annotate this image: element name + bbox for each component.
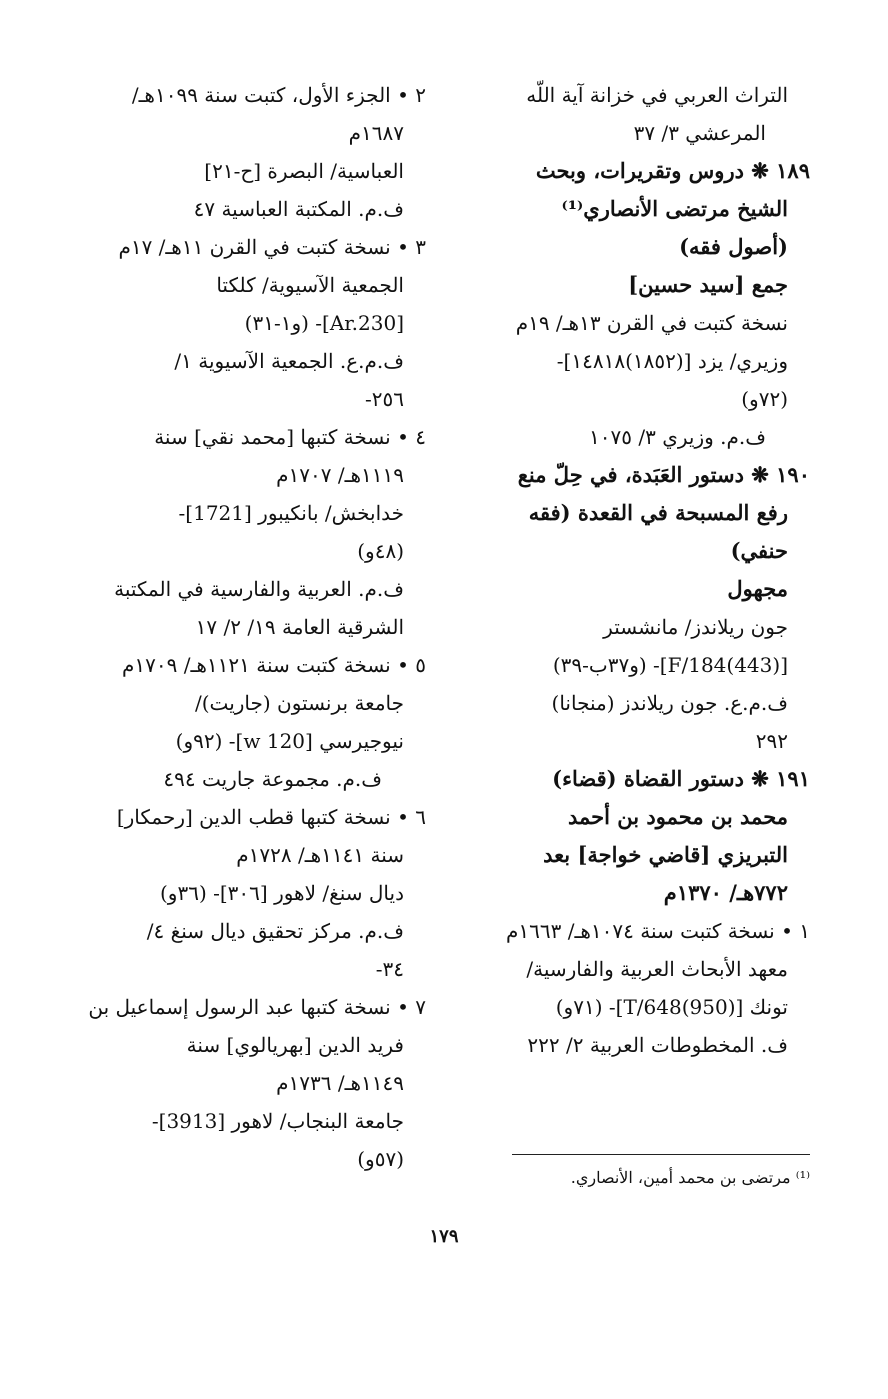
entry-line: ٢٥٦- (365, 387, 404, 411)
entry-line: جامعة البنجاب/ لاهور [3913]- (151, 1109, 404, 1133)
entry-line: العباسية/ البصرة [ح-٢١] (204, 159, 404, 183)
entry-line: (٤٨و) (357, 539, 404, 563)
entry-line: تونك [(950)T/648]- (٧١و) (555, 995, 788, 1019)
entry-heading-line: حنفي) (730, 538, 788, 563)
entry-line: ١١٤٩هـ/ ١٧٣٦م (276, 1071, 404, 1095)
entry-line: ف.م. مركز تحقيق ديال سنغ ٤/ (146, 919, 404, 943)
entry-line: ف. المخطوطات العربية ٢/ ٢٢٢ (527, 1033, 788, 1057)
entry-line: ١٦٨٧م (348, 121, 404, 145)
entry-line: المرعشي ٣/ ٣٧ (633, 121, 766, 145)
entry-line: ٤ • نسخة كتبها [محمد نقي] سنة (154, 425, 426, 449)
entry-line: ٦ • نسخة كتبها قطب الدين [رحمكار] (116, 805, 426, 829)
entry-heading-line: ١٩٠ ❋ دستور العَبَدة، في حِلّ منع (517, 462, 810, 487)
entry-heading-line: محمد بن محمود بن أحمد (568, 804, 788, 829)
entry-line: (٧٢و) (741, 387, 788, 411)
entry-heading-line: ٧٧٢هـ/ ١٣٧٠م (663, 880, 788, 905)
entry-line: ف.م.ع. جون ريلاندز (منجانا) (551, 691, 788, 715)
entry-line: (٥٧و) (357, 1147, 404, 1171)
entry-line: نيوجيرسي [120 w]- (٩٢و) (175, 729, 404, 753)
entry-heading-line: الشيخ مرتضى الأنصاري⁽¹⁾ (561, 196, 788, 221)
entry-line: سنة ١١٤١هـ/ ١٧٢٨م (236, 843, 404, 867)
entry-line: [Ar.230]- (و١-٣١) (244, 311, 404, 335)
entry-line: نسخة كتبت في القرن ١٣هـ/ ١٩م (515, 311, 788, 335)
entry-line: معهد الأبحاث العربية والفارسية/ (526, 957, 788, 981)
entry-heading-line: التبريزي [قاضي خواجة] بعد (543, 842, 788, 867)
right-column (462, 76, 810, 1064)
entry-line: ٥ • نسخة كتبت سنة ١١٢١هـ/ ١٧٠٩م (122, 653, 426, 677)
entry-heading-line: (أصول فقه) (679, 234, 788, 259)
entry-line: الجمعية الآسيوية/ كلكتا (216, 273, 404, 297)
entry-line: التراث العربي في خزانة آية اللّه (526, 83, 788, 107)
entry-line: فريد الدين [بهريالوي] سنة (186, 1033, 404, 1057)
entry-line: الشرقية العامة ١٩/ ٢/ ١٧ (195, 615, 404, 639)
entry-line: ٢٩٢ (755, 729, 788, 753)
entry-line: ف.م. المكتبة العباسية ٤٧ (193, 197, 404, 221)
entry-line: ١١١٩هـ/ ١٧٠٧م (276, 463, 404, 487)
entry-line: ف.م. مجموعة جاريت ٤٩٤ (163, 767, 382, 791)
entry-heading-line: ١٩١ ❋ دستور القضاة (قضاء) (552, 766, 810, 791)
entry-heading-line: رفع المسبحة في القعدة (فقه (528, 500, 788, 525)
entry-line: وزيري/ يزد [(١٨٥٢)١٤٨١٨]- (556, 349, 788, 373)
entry-line: جامعة برنستون (جاريت)/ (195, 691, 404, 715)
entry-line: ف.م. العربية والفارسية في المكتبة (114, 577, 404, 601)
entry-line: ٧ • نسخة كتبها عبد الرسول إسماعيل بن (88, 995, 426, 1019)
page-number: ١٧٩ (429, 1226, 459, 1247)
left-column (58, 76, 426, 1178)
entry-line: جون ريلاندز/ مانشستر (603, 615, 788, 639)
entry-heading-line: ١٨٩ ❋ دروس وتقريرات، وبحث (535, 158, 810, 183)
entry-line: ف.م.ع. الجمعية الآسيوية ١/ (174, 349, 404, 373)
entry-line: ٣٤- (375, 957, 404, 981)
entry-heading-line: مجهول (727, 576, 788, 601)
entry-heading-line: جمع [سيد حسين] (628, 272, 788, 297)
entry-line: ف.م. وزيري ٣/ ١٠٧٥ (589, 425, 766, 449)
entry-line: ٣ • نسخة كتبت في القرن ١١هـ/ ١٧م (118, 235, 426, 259)
entry-line: ١ • نسخة كتبت سنة ١٠٧٤هـ/ ١٦٦٣م (506, 919, 810, 943)
entry-line: ٢ • الجزء الأول، كتبت سنة ١٠٩٩هـ/ (131, 83, 426, 107)
entry-line: [F/184(443)]- (و٣٧ب-٣٩) (552, 653, 788, 677)
footnote-divider (512, 1154, 810, 1155)
footnote: ⁽¹⁾ مرتضى بن محمد أمين، الأنصاري. (570, 1168, 810, 1187)
entry-line: ديال سنغ/ لاهور [٣٠٦]- (٣٦و) (159, 881, 404, 905)
entry-line: خدابخش/ بانكيبور [1721]- (178, 501, 404, 525)
